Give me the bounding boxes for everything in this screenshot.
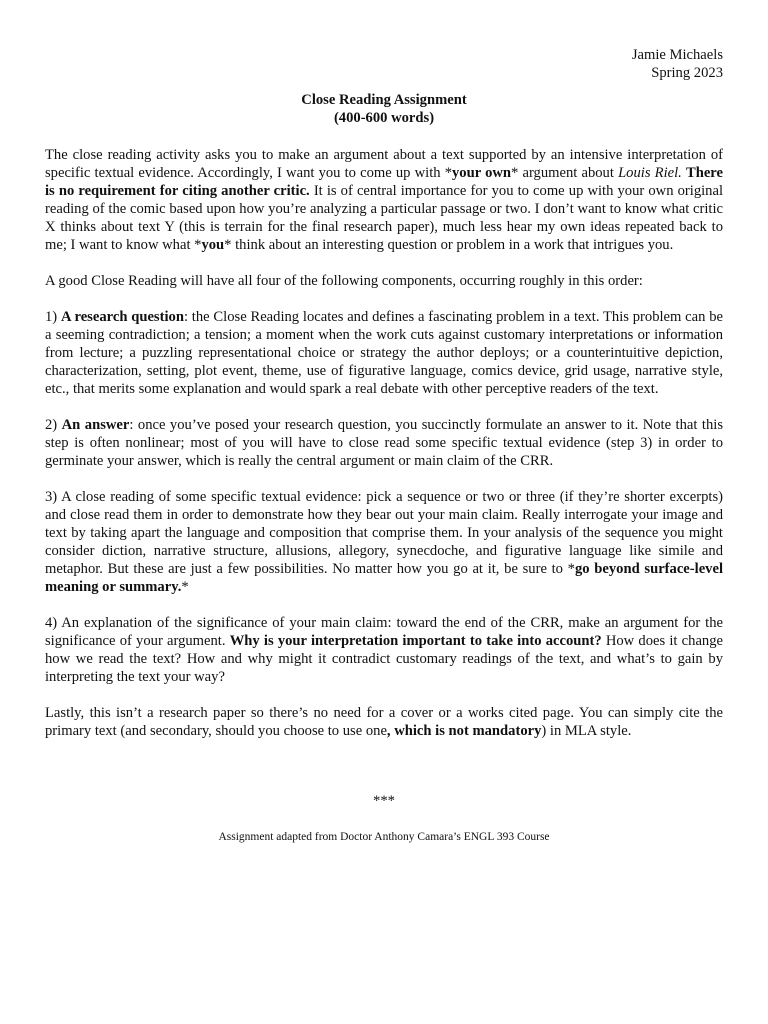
component-4: [45, 614, 723, 686]
item-text: : the Close Reading locates and defines a fascinating problem in a text. This problem can be a seeming contradiction; a tension; a moment when the work cuts against customary interpretations or information from lecture; a puzzling representational choice or strategy the author deploys; or a counterintuitive depiction, characterization, setting, plot event, theme, use of figurative language, comics device, grid usage, narrative style, etc., that merits some explanation and would spark a real debate with other perceptive readers of the text.: [45, 309, 723, 397]
component-2: [45, 416, 723, 470]
item-text: *: [181, 579, 189, 595]
item-emphasis: Why is your interpretation important to take into account?: [229, 633, 602, 649]
components-intro: A good Close Reading will have all four of the following components, occurring roughly in this order:: [45, 273, 643, 289]
item-heading: A research question: [60, 309, 184, 325]
assignment-title: [45, 91, 723, 127]
closing-text: Lastly, this isn’t a research paper so there’s no need for a cover or a works cited page. You can simply cite the primary text (and secondary, should you choose to use one: [45, 705, 723, 739]
item-text: How does it change how we read the text? How and why might it contradict customary readings of the text, and what’s to gain by interpreting the text your way?: [45, 633, 723, 685]
intro-text: * think about an interesting question or problem in a work that intrigues you.: [224, 237, 674, 253]
item-text: : once you’ve posed your research question, you succinctly formulate an answer to it. Note that this step is often nonlinear; most of you will have to close read some specific textual evidence (step 3) in order to germinate your answer, which is really the central argument or main claim of the CRR.: [45, 417, 723, 469]
section-separator: ***: [373, 793, 395, 809]
item-number: 1): [45, 309, 61, 325]
intro-text: The close reading activity asks you to make an argument about a text supported by an intensive interpretation of specific textual evidence. Accordingly, I want you to come up with *: [45, 147, 723, 181]
closing-paragraph: [45, 704, 723, 740]
component-3: [45, 488, 723, 596]
intro-text: It is of central importance for you to come up with your own original reading of the comic based upon how you’re analyzing a particular passage or two. I don’t want to know what critic X thinks about text Y (this is terrain for the final research paper), much less hear my own ideas repeated back to me; I want to know what *: [45, 183, 723, 253]
intro-bold: you: [201, 237, 225, 253]
item-number: 2): [45, 417, 62, 433]
title-line: Close Reading Assignment: [301, 92, 467, 108]
word-count-line: (400-600 words): [333, 110, 435, 126]
author-name: Jamie Michaels: [631, 47, 723, 63]
term: Spring 2023: [651, 65, 723, 81]
footer-note: Assignment adapted from Doctor Anthony Camara’s ENGL 393 Course: [218, 831, 550, 843]
item-emphasis: go beyond surface-level meaning or summary.: [45, 561, 723, 595]
intro-bold: There is no requirement for citing another critic.: [45, 165, 723, 199]
intro-bold: your own: [452, 165, 512, 181]
intro-paragraph: [45, 146, 723, 254]
item-text: 4) An explanation of the significance of your main claim: toward the end of the CRR, make an argument for the significance of your argument.: [45, 615, 723, 649]
document-page: [45, 46, 723, 846]
closing-text: ) in MLA style.: [541, 723, 632, 739]
item-text: 3) A close reading of some specific textual evidence: pick a sequence or two or three (if they’re shorter excerpts) and close read them in order to demonstrate how they bear out your main claim. Really interrogate your image and text by taking apart the language and composition that comprise them. In your analysis of the sequence you might consider diction, narrative structure, allusions, allegory, synecdoche, and figurative language like simile and metaphor. But these are just a few possibilities. No matter how you go at it, be sure to *: [45, 489, 723, 577]
item-heading: An answer: [61, 417, 130, 433]
closing-emphasis: , which is not mandatory: [386, 723, 542, 739]
intro-text: * argument about: [511, 165, 619, 181]
component-1: [45, 308, 723, 398]
work-title: Louis Riel.: [618, 165, 682, 181]
